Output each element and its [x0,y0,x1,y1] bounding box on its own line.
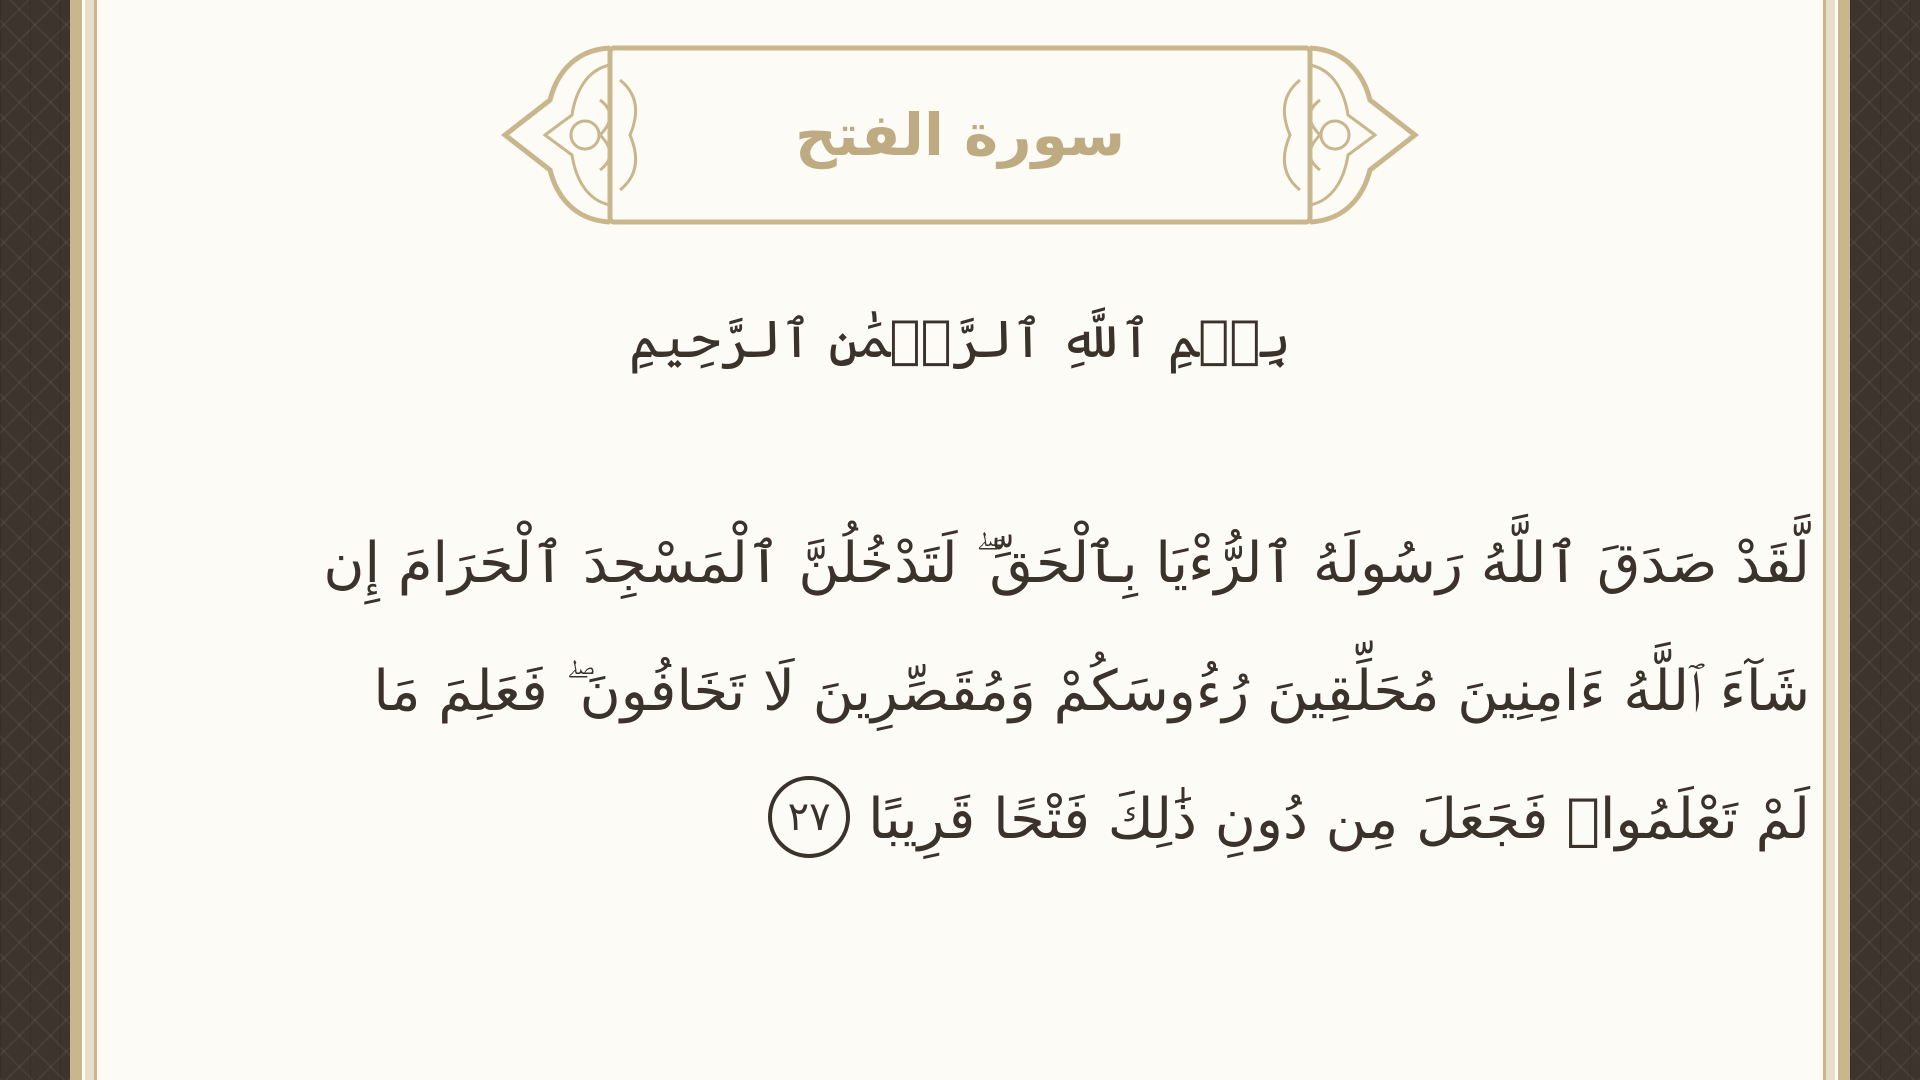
ayah-line-3 [200,756,1810,884]
basmala: بِسۡمِ ٱللَّهِ ٱلرَّحۡمَٰنِ ٱلرَّحِيمِ [629,310,1291,370]
ayah-text [200,500,1810,884]
ayah-line-2: شَآءَ ٱللَّهُ ءَامِنِينَ مُحَلِّقِينَ رُءُوسَكُمْ وَمُقَصِّرِينَ لَا تَخَافُونَ ۖ فَعَلِمَ مَا [373,659,1810,724]
left-gold-rule [70,0,82,1080]
ayah-line-1: لَّقَدْ صَدَقَ ٱللَّهُ رَسُولَهُ ٱلرُّءْيَا بِٱلْحَقِّ ۖ لَتَدْخُلُنَّ ٱلْمَسْجِدَ ٱلْحَرَامَ إِن [323,531,1810,596]
ayah-line-3-text: لَمْ تَعْلَمُوا۟ فَجَعَلَ مِن دُونِ ذَٰلِكَ فَتْحًا قَرِيبًا [868,787,1810,852]
left-inner-line [94,0,97,1080]
left-pattern-border [0,0,70,1080]
surah-title: سورة الفتح [794,101,1126,169]
surah-header-cartouche [500,40,1420,230]
right-inner-line [1823,0,1826,1080]
right-gold-rule [1838,0,1850,1080]
right-inner-rule [1825,0,1835,1080]
right-pattern-border [1850,0,1920,1080]
ayah-number-marker: ٢٧ [768,776,850,858]
